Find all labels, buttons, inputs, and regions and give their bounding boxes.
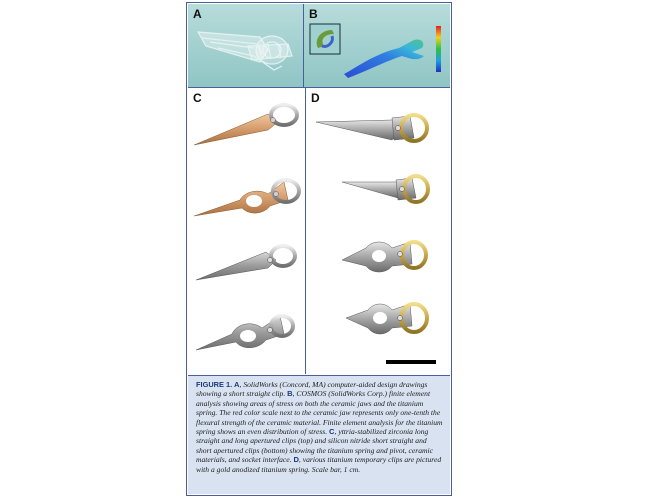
clips-photo-c	[188, 88, 306, 374]
panel-d	[306, 88, 450, 374]
titanium-clip-long-straight	[316, 115, 427, 141]
titanium-clip-short-straight	[342, 176, 428, 202]
caption-key-c: C	[329, 427, 335, 437]
caption-key-d: D	[293, 455, 299, 465]
panel-a-label: A	[193, 7, 202, 21]
fea-stress-plot	[304, 4, 450, 88]
clip-zirconia-long-straight	[194, 105, 297, 145]
stress-color-scale	[436, 26, 441, 72]
clip-silicon-nitride-short-straight	[196, 246, 295, 280]
caption-key-b: B	[287, 389, 293, 399]
panel-d-label: D	[311, 91, 320, 105]
panel-b	[304, 4, 450, 88]
cad-drawing	[188, 4, 304, 88]
spring-inset	[310, 24, 340, 54]
titanium-clip-short-apertured	[346, 304, 427, 334]
ceramic-jaw-model	[344, 39, 424, 78]
scale-bar	[386, 360, 436, 364]
caption-text-c: , yttria-stabilized zirconia long straight and long apertured clips (top) and silicon nitride short straight and short apertured clips (bottom) showing the titanium spring and pivot, ceramic materials, and socket interface.	[196, 427, 434, 465]
clip-zirconia-long-apertured	[194, 180, 299, 216]
panel-c	[188, 88, 306, 374]
caption-text-b: , COSMOS (SolidWorks Corp.) finite element analysis showing areas of stress on both the ceramic jaws and the titanium spring. The red color scale next to the ceramic jaw represents only one-tenth the flexural strength of the ceramic material. Finite element analysis for the titanium spring shows an even distribution of stress.	[196, 389, 443, 437]
figure-caption	[188, 375, 450, 494]
caption-key-a: A	[234, 380, 240, 389]
clip-silicon-nitride-short-apertured	[196, 316, 293, 350]
panel-a	[188, 4, 304, 88]
panel-c-label: C	[193, 91, 202, 105]
titanium-clip-long-apertured	[342, 242, 426, 272]
caption-text-d: , various titanium temporary clips are pictured with a gold anodized titanium spring. Scale bar, 1 cm.	[196, 455, 442, 474]
panel-b-label: B	[309, 7, 318, 21]
figure-1	[186, 2, 452, 496]
clips-photo-d	[306, 88, 450, 374]
caption-text-a: , SolidWorks (Concord, MA) computer-aided design drawings showing a short straight clip.	[196, 380, 428, 399]
caption-figure-label: FIGURE 1.	[196, 380, 233, 389]
